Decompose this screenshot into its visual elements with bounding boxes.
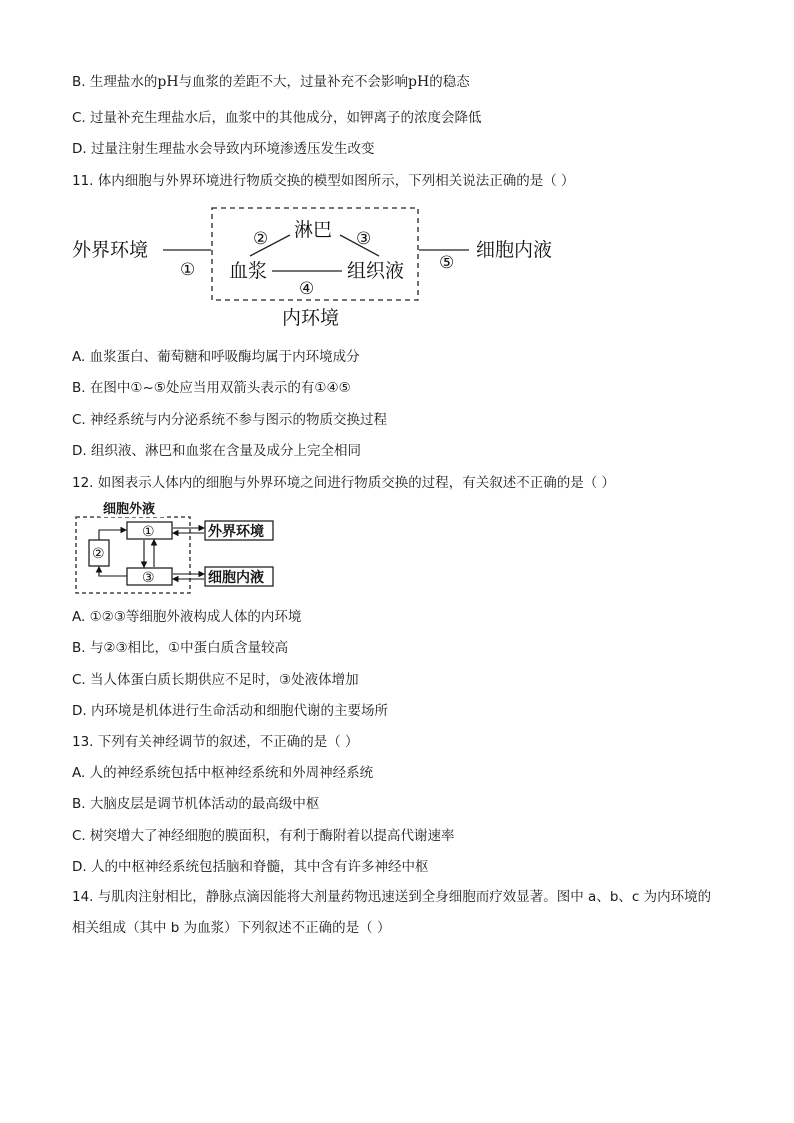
cell-fluid-label: 细胞内液 xyxy=(208,570,264,586)
q10-option-d: D. 过量注射生理盐水会导致内环境渗透压发生改变 xyxy=(72,141,375,157)
q13-stem: 13. 下列有关神经调节的叙述，不正确的是（ ） xyxy=(72,734,359,750)
lymph-label: 淋巴 xyxy=(294,219,333,241)
q11-option-d: D. 组织液、淋巴和血浆在含量及成分上完全相同 xyxy=(72,443,361,459)
q11-option-c: C. 神经系统与内分泌系统不参与图示的物质交换过程 xyxy=(72,412,388,428)
q13-option-b: B. 大脑皮层是调节机体活动的最高级中枢 xyxy=(72,796,320,812)
marker-4: ④ xyxy=(299,279,315,299)
internal-environment-label: 内环境 xyxy=(282,307,340,329)
q11-option-a: A. 血浆蛋白、葡萄糖和呼吸酶均属于内环境成分 xyxy=(72,349,360,365)
q14-stem: 14. 与肌肉注射相比，静脉点滴因能将大剂量药物迅速送到全身细胞而疗效显著。图中 a、b、c 为内环境的相关组成（其中 b 为血浆）下列叙述不正确的是（ ） xyxy=(72,889,712,936)
marker-1: ① xyxy=(180,260,196,280)
q13-option-c: C. 树突增大了神经细胞的膜面积，有利于酶附着以提高代谢速率 xyxy=(72,828,455,844)
q11-diagram xyxy=(60,198,580,338)
q12-option-a: A. ①②③等细胞外液构成人体的内环境 xyxy=(72,609,302,625)
q12-option-c: C. 当人体蛋白质长期供应不足时，③处液体增加 xyxy=(72,672,359,688)
q12-option-d: D. 内环境是机体进行生命活动和细胞代谢的主要场所 xyxy=(72,703,388,719)
q11-option-b: B. 在图中①~⑤处应当用双箭头表示的有①④⑤ xyxy=(72,380,351,396)
plasma-label: 血浆 xyxy=(229,260,268,282)
arrow-2-to-1 xyxy=(99,530,126,540)
marker-5: ⑤ xyxy=(439,253,455,273)
q11-stem: 11. 体内细胞与外界环境进行物质交换的模型如图所示，下列相关说法正确的是（ ） xyxy=(72,173,575,189)
q13-option-d: D. 人的中枢神经系统包括脑和脊髓，其中含有许多神经中枢 xyxy=(72,859,429,875)
q12-diagram xyxy=(72,498,282,598)
arrow-3-to-2 xyxy=(99,567,127,576)
q13-option-a: A. 人的神经系统包括中枢神经系统和外周神经系统 xyxy=(72,765,374,781)
marker-2: ② xyxy=(253,229,269,249)
extracellular-fluid-title: 细胞外液 xyxy=(103,502,156,517)
q10-option-b: B. 生理盐水的pH与血浆的差距不大，过量补充不会影响pH的稳态 xyxy=(72,74,470,90)
cell-fluid-label: 细胞内液 xyxy=(476,239,553,261)
outside-environment-label: 外界环境 xyxy=(208,524,264,540)
tissue-fluid-label: 组织液 xyxy=(347,260,405,282)
q12-option-b: B. 与②③相比，①中蛋白质含量较高 xyxy=(72,640,289,656)
q12-stem: 12. 如图表示人体内的细胞与外界环境之间进行物质交换的过程，有关叙述不正确的是（ ） xyxy=(72,475,616,491)
marker-3: ③ xyxy=(356,229,372,249)
box-1-label: ① xyxy=(142,524,155,540)
outside-environment-label: 外界环境 xyxy=(72,239,149,261)
q10-option-c: C. 过量补充生理盐水后，血浆中的其他成分，如钾离子的浓度会降低 xyxy=(72,110,482,126)
box-3-label: ③ xyxy=(142,570,155,586)
box-2-label: ② xyxy=(92,546,105,562)
